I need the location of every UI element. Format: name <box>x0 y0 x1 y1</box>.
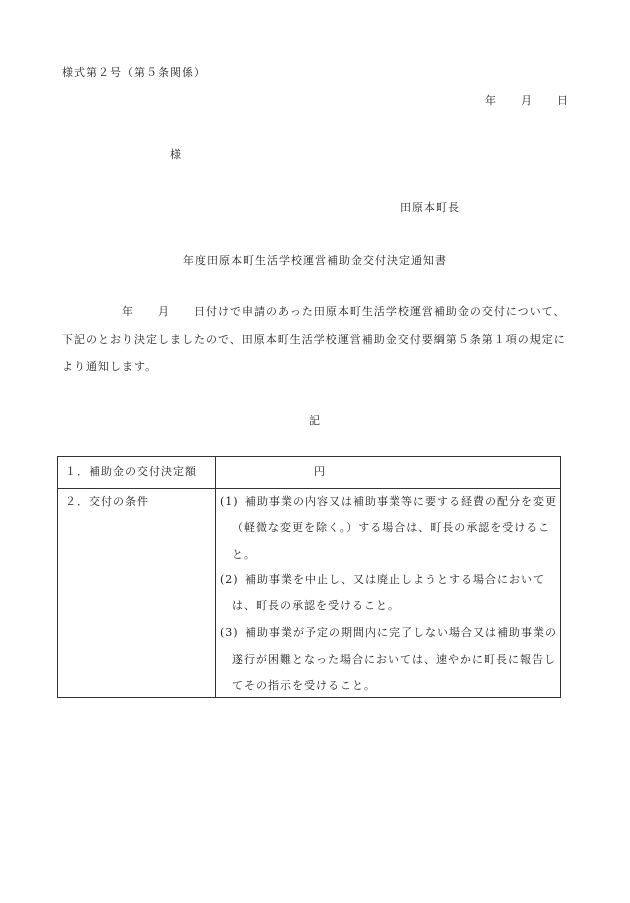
condition-line: 補助事業を中止し、又は廃止しようとする場合において <box>245 573 545 586</box>
condition-number: (3) <box>220 626 239 639</box>
amount-unit: 円 <box>314 465 326 478</box>
document-title: 年度田原本町生活学校運営補助金交付決定通知書 <box>183 254 447 267</box>
condition-line: てその指示を受けること。 <box>232 679 376 692</box>
condition-number: (1) <box>220 495 239 508</box>
table-row-divider <box>57 488 561 489</box>
form-label: 様式第２号（第５条関係） <box>62 66 206 79</box>
issuer-name: 田原本町長 <box>400 201 460 214</box>
date-line: 年 月 日 <box>485 94 569 107</box>
condition-line: は、町長の承認を受けること。 <box>232 599 400 612</box>
condition-line: 補助事業の内容又は補助事業等に要する経費の配分を変更 <box>245 495 557 508</box>
condition-line: 遂行が困難となった場合においては、速やかに町長に報告し <box>232 653 556 666</box>
body-line: 下記のとおり決定しましたので、田原本町生活学校運営補助金交付要綱第５条第１項の規定に <box>62 333 566 346</box>
amount-label: １．補助金の交付決定額 <box>65 465 197 478</box>
body-line: より通知します。 <box>62 360 158 373</box>
table-column-divider <box>215 456 216 698</box>
body-line: 年 月 日付けで申請のあった田原本町生活学校運営補助金の交付について、 <box>122 305 566 318</box>
condition-number: (2) <box>220 573 239 586</box>
ki-heading: 記 <box>309 414 321 427</box>
condition-line: （軽微な変更を除く。）する場合は、町長の承認を受けるこ <box>232 521 551 534</box>
conditions-label: ２．交付の条件 <box>65 495 149 508</box>
condition-line: 補助事業が予定の期間内に完了しない場合又は補助事業の <box>245 626 557 639</box>
condition-line: と。 <box>232 548 256 561</box>
addressee-suffix: 様 <box>170 148 182 161</box>
